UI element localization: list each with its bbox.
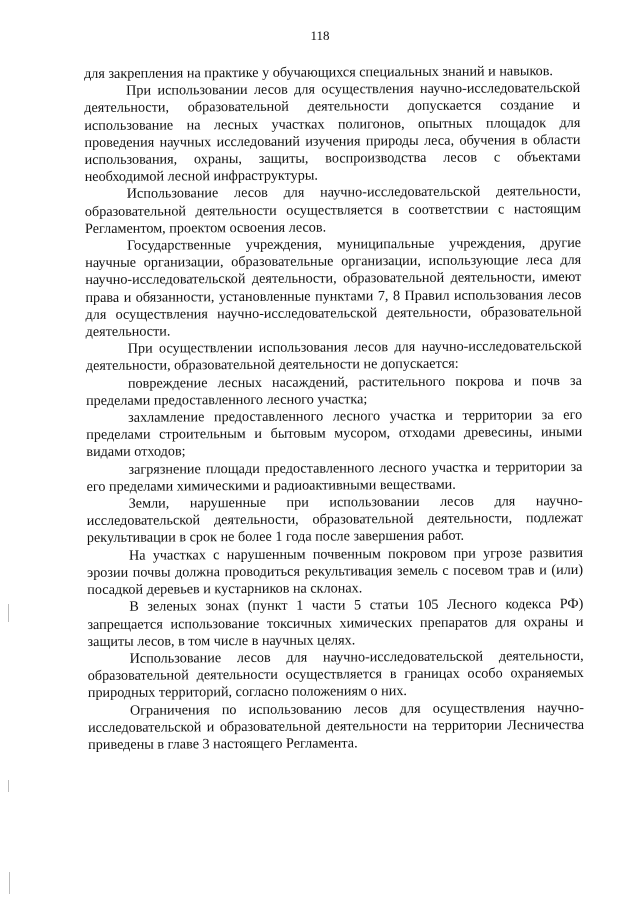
paragraph: В зеленых зонах (пункт 1 части 5 статьи 105 Лесного кодекса РФ) запрещается использование токсичных химических препаратов для охраны и защиты лесов, в том числе в научных целях. <box>87 596 584 650</box>
paragraph: для закрепления на практике у обучающихся специальных знаний и навыков. <box>84 63 553 82</box>
document-body <box>84 63 584 754</box>
scan-edge-mark <box>8 780 9 792</box>
paragraph: Земли, нарушенные при использовании лесов для научно-исследовательской деятельности, образовательной деятельности, подлежат рекультивации в срок не более 1 года после завершения работ. <box>86 493 583 547</box>
paragraph: При осуществлении использования лесов для научно-исследовательской деятельности, образовательной деятельности не допускается: <box>85 338 582 375</box>
paragraph: При использовании лесов для осуществления научно-исследовательской деятельности, образовательной деятельности допускается создание и использование на лесных участках полигонов, опытных площадок для проведения научных исследований изучения природы леса, обучения в области использования, охраны, защиты, воспроизводства лесов с объектами необходимой лесной инфраструктуры. <box>84 80 581 186</box>
list-item: захламление предоставленного лесного участка и территории за его пределами строительным и бытовым мусором, отходами древесины, иными видами отходов; <box>86 407 583 461</box>
scan-edge-mark <box>9 872 10 894</box>
page-number: 118 <box>310 28 330 43</box>
paragraph: Государственные учреждения, муниципальные учреждения, другие научные организации, образовательные организации, использующие леса для научно-исследовательской деятельности, образовательной деятельности, имеют права и обязанности, установленные пунктами 7, 8 Правил использования лесов для осуществления научно-исследовательской деятельности, образовательной деятельности. <box>85 234 582 341</box>
paragraph: Ограничения по использованию лесов для осуществления научно-исследовательской и образовательной деятельности на территории Лесничества приведены в главе 3 настоящего Регламента. <box>87 699 585 753</box>
scan-edge-mark <box>8 604 9 622</box>
paragraph: Использование лесов для научно-исследовательской деятельности, образовательной деятельности осуществляется в соответствии с настоящим Регламентом, проектом освоения лесов. <box>84 183 581 237</box>
list-item: загрязнение площади предоставленного лесного участка и территории за его пределами химическими и радиоактивными веществами. <box>86 458 583 495</box>
paragraph: Использование лесов для научно-исследовательской деятельности, образовательной деятельности осуществляется в границах особо охраняемых природных территорий, согласно положениям о них. <box>87 647 584 702</box>
paragraph: На участках с нарушенным почвенным покровом при угрозе развития эрозии почвы должна проводиться рекультивация земель с посевом трав и (или) посадкой деревьев и кустарников на склонах. <box>87 544 584 599</box>
list-item: повреждение лесных насаждений, растительного покрова и почв за пределами предоставленного лесного участка; <box>85 372 582 409</box>
